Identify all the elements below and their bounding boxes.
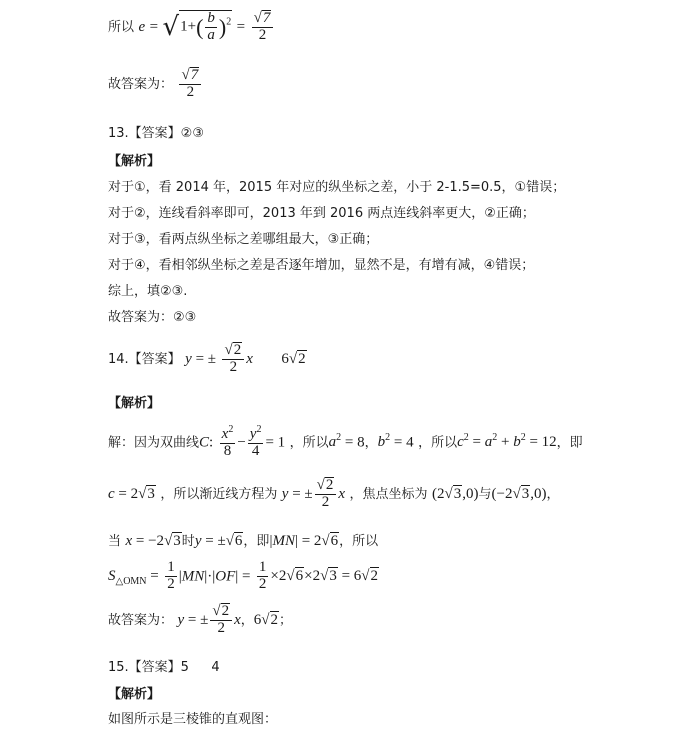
q13-line: 故答案为：②③ <box>108 310 197 325</box>
eccentricity-line: 所以 e = √1+( $\frac{b}{a}$ )$^2$ = $\frac{√7}{2}$ <box>108 10 275 44</box>
q14-line4: $S_{\triangle OMN}$ = $\frac{1}{2}$ |MN|·|OF| = $\frac{1}{2}$ ×2√6×2√3 = 6√2 <box>108 559 379 592</box>
text: 故答案为： <box>108 76 174 92</box>
q13-head: 13.【答案】②③ <box>108 126 204 141</box>
q13-line: 对于③，看两点纵坐标之差哪组最大，③正确； <box>108 232 379 247</box>
q13-line: 对于④，看相邻纵坐标之差是否逐年增加，显然不是，有增有减，④错误； <box>108 258 535 273</box>
math-e: e <box>138 18 146 35</box>
q14-line2: c = 2√3 ，所以渐近线方程为 y = ± $\frac{√2}{2}$ x ，焦点坐标为 (2√3,0)与(−2√3,0)， <box>108 477 560 510</box>
text: 所以 <box>108 19 135 35</box>
q13-jiexi: 【解析】 <box>108 154 161 169</box>
fraction: $\frac{√7}{2}$ <box>252 10 274 44</box>
fraction: $\frac{√7}{2}$ <box>179 67 201 101</box>
q14-line1: 解：因为双曲线C: $\frac{x^2}{8}$ − $\frac{y^2}{4}$ = 1 ，所以$a^2 = 8$，$b^2 = 4$ ，所以$c^2 = a^2 + b^2 = 12$，即 <box>108 424 583 459</box>
q13-line: 对于②，连线看斜率即可，2013 年到 2016 两点连线斜率更大，②正确； <box>108 206 535 221</box>
q13-line: 综上，填②③. <box>108 284 188 299</box>
q13-line: 对于①，看 2014 年，2015 年对应的纵坐标之差，小于 2-1.5=0.5，①错误； <box>108 180 566 195</box>
q14-head: 14.【答案】 y = ± $\frac{√2}{2}$ x 6√2 <box>108 342 306 375</box>
q14-line3: 当 x = −2√3时y = ±√6，即|MN| = 2√6，所以 <box>108 533 379 549</box>
q15-line: 如图所示是三棱锥的直观图： <box>108 712 278 727</box>
q15-head: 15.【答案】5 4 <box>108 660 220 675</box>
answer-line <box>108 67 203 101</box>
sqrt-expr: 1+( $\frac{b}{a}$ )$^2$ <box>180 10 232 43</box>
q15-jiexi: 【解析】 <box>108 687 161 702</box>
q14-jiexi: 【解析】 <box>108 396 161 411</box>
q14-answer: 故答案为： y = ± $\frac{√2}{2}$ x，6√2； <box>108 603 293 636</box>
